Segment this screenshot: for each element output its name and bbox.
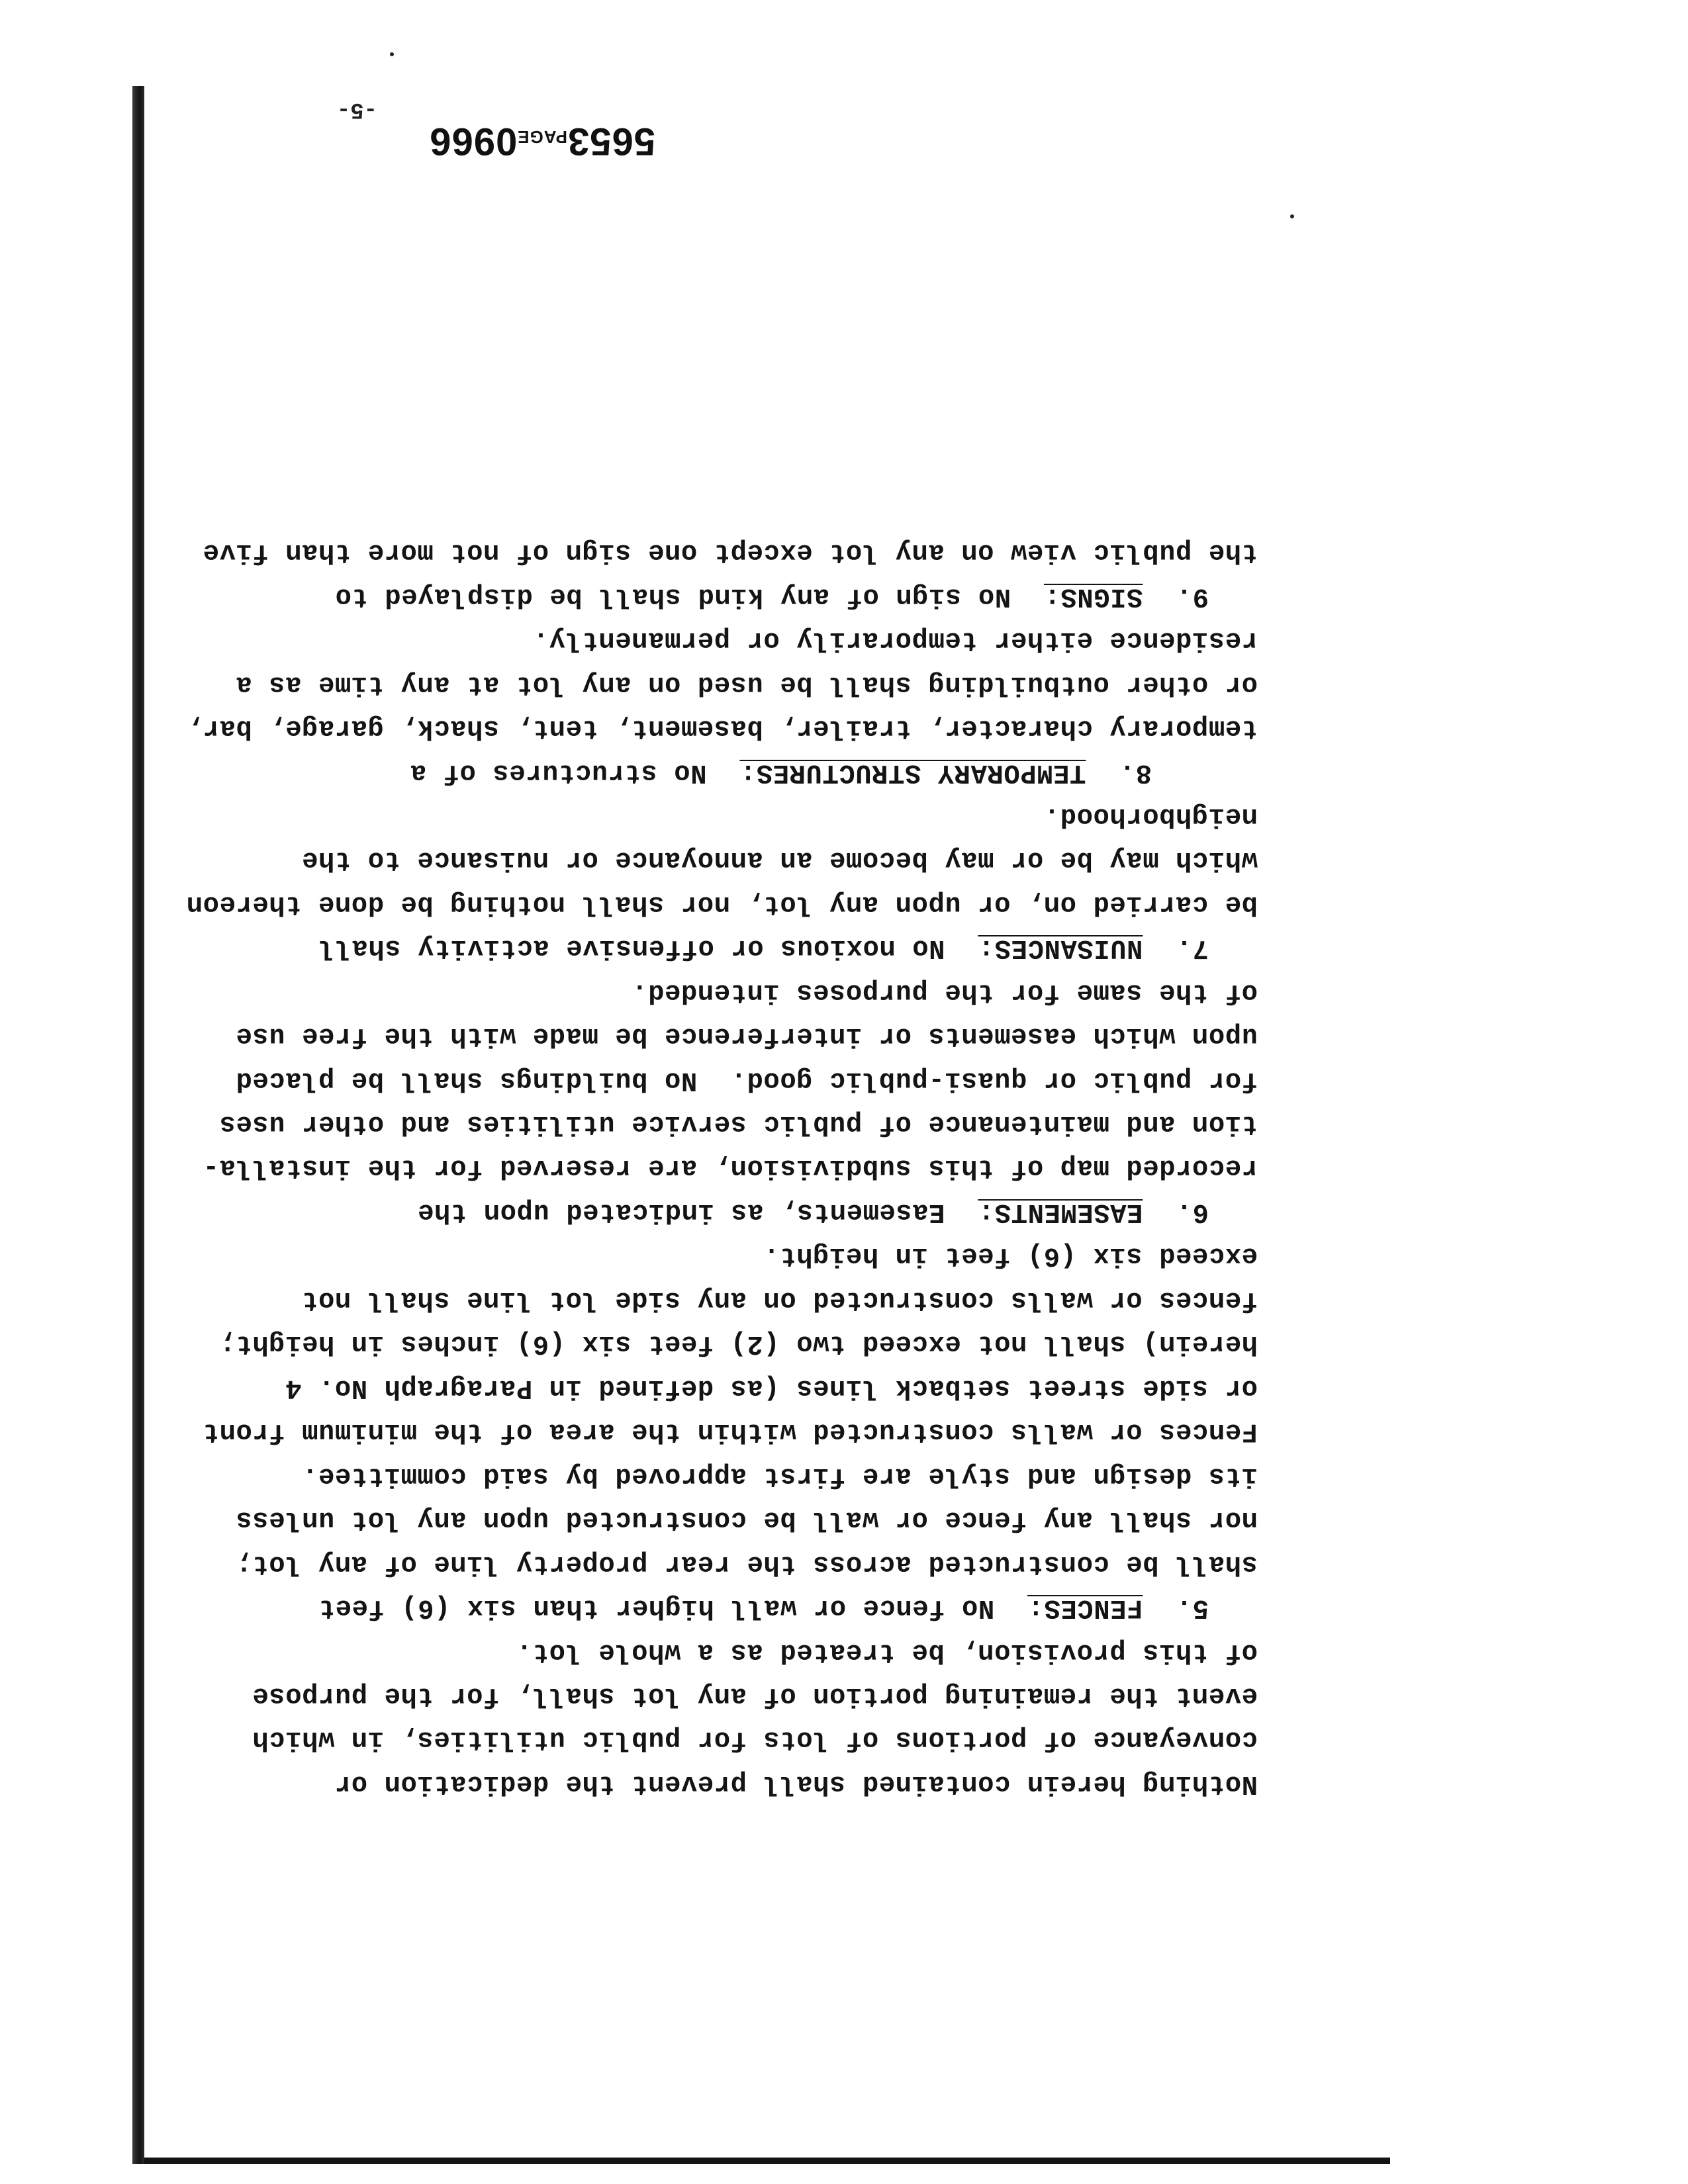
- book-number: 5653: [567, 120, 655, 163]
- page-stamp-number: 0966: [429, 120, 518, 163]
- text-line: of this provision, be treated as a whole lot.: [516, 1637, 1258, 1667]
- scan-border-side: [132, 86, 144, 2164]
- text-line: nor shall any fence or wall be constructed upon any lot unless: [235, 1504, 1258, 1535]
- text-line: shall be constructed across the rear property line of any lot;: [235, 1549, 1258, 1579]
- text-line: herein) shall not exceed two (2) feet six (6) inches in height;: [219, 1328, 1258, 1359]
- text-line: residence either temporarily or permanently.: [532, 625, 1258, 655]
- text-line: neighborhood.: [1043, 801, 1258, 831]
- text-line: fences or walls constructed on any side lot line shall not: [301, 1285, 1258, 1315]
- text-line: event the remaining portion of any lot shall, for the purpose: [252, 1680, 1258, 1711]
- text-line: its design and style are first approved by said committee.: [301, 1461, 1258, 1491]
- paragraph-text: No sign of any kind shall be displayed to: [335, 581, 1044, 612]
- paragraph-number: 8.: [1086, 757, 1152, 788]
- paragraph-heading: TEMPORARY STRUCTURES:: [739, 757, 1086, 788]
- text-line: or other outbuilding shall be used on any lot at any time as a: [235, 669, 1258, 700]
- paragraph-number: 7.: [1143, 933, 1209, 963]
- paragraph-text: Easements, as indicated upon the: [417, 1197, 978, 1227]
- text-line: be carried on, or upon any lot, nor shall nothing be done thereon: [186, 889, 1258, 919]
- page-number: -5-: [336, 97, 377, 122]
- text-line: which may be or may become an annoyance or nuisance to the: [301, 844, 1258, 875]
- paragraph-text: No noxious or offensive activity shall: [318, 933, 978, 963]
- paragraph-heading-line: [335, 583, 1209, 610]
- paragraph-heading: SIGNS:: [1043, 581, 1143, 612]
- scan-speck: [1290, 214, 1294, 218]
- paragraph-heading: EASEMENTS:: [978, 1197, 1143, 1227]
- paragraph-number: 9.: [1143, 581, 1209, 612]
- text-line: of the same for the purposes intended.: [631, 977, 1258, 1007]
- paragraph-heading-line: [318, 934, 1209, 962]
- scan-border-top: [132, 2158, 1390, 2164]
- text-line: Nothing herein contained shall prevent the dedication or: [334, 1768, 1258, 1799]
- paragraph-text: No structures of a: [410, 757, 740, 788]
- paragraph-number: 5.: [1143, 1592, 1209, 1623]
- text-line: temporary character, trailer, basement, tent, shack, garage, bar,: [186, 713, 1258, 743]
- text-line: the public view on any lot except one sign of not more than five: [203, 537, 1258, 567]
- text-line: for public or quasi-public good. No buildings shall be placed: [235, 1065, 1258, 1095]
- paragraph-number: 6.: [1143, 1197, 1209, 1227]
- paragraph-text: No fence or wall higher than six (6) feet: [318, 1592, 1028, 1623]
- text-line: exceed six (6) feet in height.: [763, 1240, 1258, 1271]
- text-line: upon which easements or interference be made with the free use: [235, 1021, 1258, 1051]
- page-stamp-label: PAGE: [517, 127, 567, 147]
- paragraph-heading: FENCES:: [1027, 1592, 1143, 1623]
- text-line: conveyance of portions of lots for public utilities, in which: [252, 1724, 1258, 1754]
- paragraph-heading-line: [418, 1199, 1209, 1226]
- text-line: or side street setback lines (as defined in Paragraph No. 4: [285, 1373, 1258, 1403]
- book-page-stamp: [429, 120, 655, 163]
- paragraph-heading-line: [410, 759, 1152, 786]
- text-line: Fences or walls constructed within the area of the minimum front: [203, 1416, 1258, 1447]
- paragraph-heading-line: [318, 1594, 1209, 1621]
- text-line: tion and maintenance of public service utilities and other uses: [219, 1109, 1258, 1139]
- paragraph-heading: NUISANCES:: [978, 933, 1143, 963]
- text-line: recorded map of this subdivision, are reserved for the installa-: [203, 1152, 1258, 1183]
- scan-speck: [390, 52, 394, 56]
